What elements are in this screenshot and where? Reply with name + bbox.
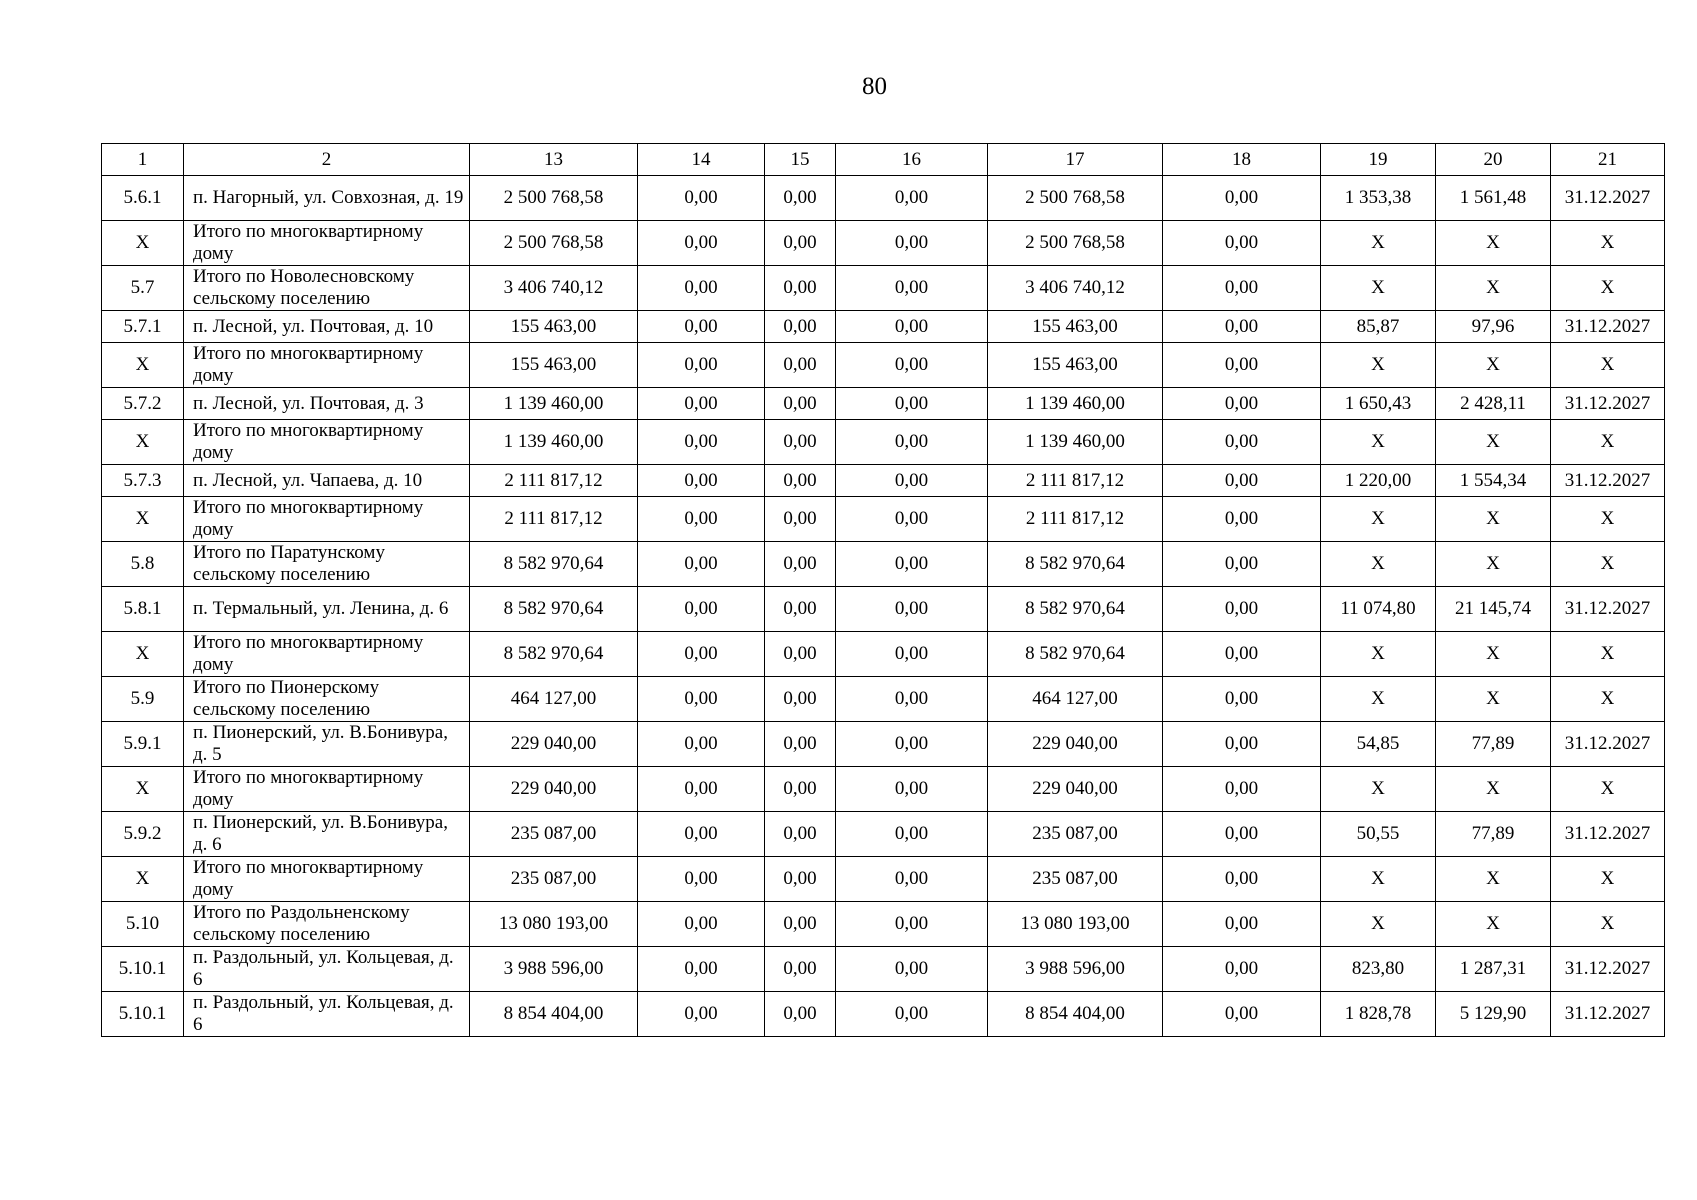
address-cell: п. Пионерский, ул. В.Бонивура, д. 6 bbox=[184, 812, 470, 857]
col17-cell: 235 087,00 bbox=[988, 857, 1163, 902]
column-header: 13 bbox=[470, 144, 638, 176]
col13-cell: 464 127,00 bbox=[470, 677, 638, 722]
col13-cell: 155 463,00 bbox=[470, 311, 638, 343]
col21-cell: Х bbox=[1551, 420, 1665, 465]
col17-cell: 464 127,00 bbox=[988, 677, 1163, 722]
address-cell: Итого по Паратунскому сельскому поселению bbox=[184, 542, 470, 587]
col15-cell: 0,00 bbox=[765, 497, 836, 542]
col19-cell: 1 220,00 bbox=[1321, 465, 1436, 497]
col13-cell: 2 111 817,12 bbox=[470, 497, 638, 542]
col19-cell: 1 353,38 bbox=[1321, 176, 1436, 221]
col17-cell: 155 463,00 bbox=[988, 343, 1163, 388]
col16-cell: 0,00 bbox=[836, 587, 988, 632]
row-number-cell: Х bbox=[102, 420, 184, 465]
address-cell: Итого по многоквартирному дому bbox=[184, 857, 470, 902]
col16-cell: 0,00 bbox=[836, 465, 988, 497]
col20-cell: 1 554,34 bbox=[1436, 465, 1551, 497]
col16-cell: 0,00 bbox=[836, 767, 988, 812]
row-number-cell: 5.7 bbox=[102, 266, 184, 311]
col13-cell: 229 040,00 bbox=[470, 722, 638, 767]
row-number-cell: 5.10.1 bbox=[102, 992, 184, 1037]
address-cell: Итого по многоквартирному дому bbox=[184, 497, 470, 542]
col15-cell: 0,00 bbox=[765, 947, 836, 992]
col21-cell: Х bbox=[1551, 343, 1665, 388]
col17-cell: 229 040,00 bbox=[988, 767, 1163, 812]
column-header: 19 bbox=[1321, 144, 1436, 176]
address-cell: Итого по Новолесновскому сельскому поселению bbox=[184, 266, 470, 311]
row-number-cell: 5.9.2 bbox=[102, 812, 184, 857]
col15-cell: 0,00 bbox=[765, 343, 836, 388]
col21-cell: 31.12.2027 bbox=[1551, 465, 1665, 497]
table-row bbox=[102, 677, 1665, 722]
table-row bbox=[102, 587, 1665, 632]
address-cell: Итого по многоквартирному дому bbox=[184, 767, 470, 812]
column-header: 1 bbox=[102, 144, 184, 176]
col16-cell: 0,00 bbox=[836, 992, 988, 1037]
col15-cell: 0,00 bbox=[765, 632, 836, 677]
col13-cell: 1 139 460,00 bbox=[470, 388, 638, 420]
col20-cell: 1 287,31 bbox=[1436, 947, 1551, 992]
table-row bbox=[102, 722, 1665, 767]
col15-cell: 0,00 bbox=[765, 812, 836, 857]
col17-cell: 13 080 193,00 bbox=[988, 902, 1163, 947]
col13-cell: 2 111 817,12 bbox=[470, 465, 638, 497]
col16-cell: 0,00 bbox=[836, 632, 988, 677]
col13-cell: 13 080 193,00 bbox=[470, 902, 638, 947]
col14-cell: 0,00 bbox=[638, 542, 765, 587]
col20-cell: Х bbox=[1436, 221, 1551, 266]
row-number-cell: Х bbox=[102, 343, 184, 388]
col14-cell: 0,00 bbox=[638, 420, 765, 465]
col21-cell: Х bbox=[1551, 221, 1665, 266]
col15-cell: 0,00 bbox=[765, 542, 836, 587]
address-cell: п. Лесной, ул. Почтовая, д. 3 bbox=[184, 388, 470, 420]
col13-cell: 235 087,00 bbox=[470, 857, 638, 902]
col21-cell: 31.12.2027 bbox=[1551, 176, 1665, 221]
table-row bbox=[102, 343, 1665, 388]
col17-cell: 8 582 970,64 bbox=[988, 587, 1163, 632]
col19-cell: Х bbox=[1321, 497, 1436, 542]
table-row bbox=[102, 420, 1665, 465]
col15-cell: 0,00 bbox=[765, 767, 836, 812]
col13-cell: 2 500 768,58 bbox=[470, 176, 638, 221]
address-cell: п. Нагорный, ул. Совхозная, д. 19 bbox=[184, 176, 470, 221]
column-header: 14 bbox=[638, 144, 765, 176]
col17-cell: 1 139 460,00 bbox=[988, 420, 1163, 465]
col21-cell: 31.12.2027 bbox=[1551, 947, 1665, 992]
col19-cell: Х bbox=[1321, 266, 1436, 311]
col14-cell: 0,00 bbox=[638, 767, 765, 812]
col18-cell: 0,00 bbox=[1163, 343, 1321, 388]
col21-cell: Х bbox=[1551, 542, 1665, 587]
col21-cell: 31.12.2027 bbox=[1551, 311, 1665, 343]
col14-cell: 0,00 bbox=[638, 677, 765, 722]
col20-cell: 2 428,11 bbox=[1436, 388, 1551, 420]
col21-cell: 31.12.2027 bbox=[1551, 388, 1665, 420]
data-table bbox=[101, 143, 1665, 1037]
address-cell: Итого по Раздольненскому сельскому поселению bbox=[184, 902, 470, 947]
col16-cell: 0,00 bbox=[836, 311, 988, 343]
col18-cell: 0,00 bbox=[1163, 420, 1321, 465]
col20-cell: Х bbox=[1436, 902, 1551, 947]
col21-cell: Х bbox=[1551, 632, 1665, 677]
column-header: 2 bbox=[184, 144, 470, 176]
col14-cell: 0,00 bbox=[638, 722, 765, 767]
address-cell: п. Раздольный, ул. Кольцевая, д. 6 bbox=[184, 992, 470, 1037]
col20-cell: Х bbox=[1436, 632, 1551, 677]
col16-cell: 0,00 bbox=[836, 812, 988, 857]
col14-cell: 0,00 bbox=[638, 947, 765, 992]
col18-cell: 0,00 bbox=[1163, 902, 1321, 947]
col18-cell: 0,00 bbox=[1163, 992, 1321, 1037]
col18-cell: 0,00 bbox=[1163, 857, 1321, 902]
col16-cell: 0,00 bbox=[836, 722, 988, 767]
col13-cell: 8 582 970,64 bbox=[470, 632, 638, 677]
col19-cell: 11 074,80 bbox=[1321, 587, 1436, 632]
col13-cell: 3 988 596,00 bbox=[470, 947, 638, 992]
address-cell: п. Термальный, ул. Ленина, д. 6 bbox=[184, 587, 470, 632]
col18-cell: 0,00 bbox=[1163, 632, 1321, 677]
col18-cell: 0,00 bbox=[1163, 176, 1321, 221]
row-number-cell: Х bbox=[102, 767, 184, 812]
column-header: 15 bbox=[765, 144, 836, 176]
col15-cell: 0,00 bbox=[765, 176, 836, 221]
col19-cell: Х bbox=[1321, 632, 1436, 677]
col15-cell: 0,00 bbox=[765, 677, 836, 722]
table-row bbox=[102, 632, 1665, 677]
col19-cell: Х bbox=[1321, 677, 1436, 722]
col21-cell: Х bbox=[1551, 902, 1665, 947]
column-header: 21 bbox=[1551, 144, 1665, 176]
col21-cell: 31.12.2027 bbox=[1551, 722, 1665, 767]
col21-cell: Х bbox=[1551, 767, 1665, 812]
col18-cell: 0,00 bbox=[1163, 812, 1321, 857]
col16-cell: 0,00 bbox=[836, 420, 988, 465]
col17-cell: 2 500 768,58 bbox=[988, 176, 1163, 221]
col14-cell: 0,00 bbox=[638, 311, 765, 343]
col15-cell: 0,00 bbox=[765, 465, 836, 497]
col18-cell: 0,00 bbox=[1163, 722, 1321, 767]
col20-cell: 77,89 bbox=[1436, 812, 1551, 857]
col14-cell: 0,00 bbox=[638, 343, 765, 388]
row-number-cell: 5.8.1 bbox=[102, 587, 184, 632]
column-header: 16 bbox=[836, 144, 988, 176]
col13-cell: 8 582 970,64 bbox=[470, 542, 638, 587]
table-row bbox=[102, 497, 1665, 542]
table-row bbox=[102, 812, 1665, 857]
col19-cell: Х bbox=[1321, 221, 1436, 266]
col20-cell: Х bbox=[1436, 266, 1551, 311]
col14-cell: 0,00 bbox=[638, 902, 765, 947]
col13-cell: 2 500 768,58 bbox=[470, 221, 638, 266]
col16-cell: 0,00 bbox=[836, 221, 988, 266]
col20-cell: 5 129,90 bbox=[1436, 992, 1551, 1037]
col17-cell: 3 406 740,12 bbox=[988, 266, 1163, 311]
address-cell: Итого по многоквартирному дому bbox=[184, 221, 470, 266]
col14-cell: 0,00 bbox=[638, 632, 765, 677]
col20-cell: Х bbox=[1436, 767, 1551, 812]
col14-cell: 0,00 bbox=[638, 992, 765, 1037]
col19-cell: Х bbox=[1321, 767, 1436, 812]
col17-cell: 2 111 817,12 bbox=[988, 465, 1163, 497]
col18-cell: 0,00 bbox=[1163, 947, 1321, 992]
address-cell: Итого по многоквартирному дому bbox=[184, 632, 470, 677]
col15-cell: 0,00 bbox=[765, 722, 836, 767]
col16-cell: 0,00 bbox=[836, 388, 988, 420]
col19-cell: 85,87 bbox=[1321, 311, 1436, 343]
col21-cell: 31.12.2027 bbox=[1551, 812, 1665, 857]
col14-cell: 0,00 bbox=[638, 221, 765, 266]
row-number-cell: 5.7.3 bbox=[102, 465, 184, 497]
table-row bbox=[102, 902, 1665, 947]
col17-cell: 8 582 970,64 bbox=[988, 542, 1163, 587]
address-cell: п. Раздольный, ул. Кольцевая, д. 6 bbox=[184, 947, 470, 992]
table-row bbox=[102, 311, 1665, 343]
address-cell: Итого по многоквартирному дому bbox=[184, 420, 470, 465]
col19-cell: 1 650,43 bbox=[1321, 388, 1436, 420]
row-number-cell: 5.8 bbox=[102, 542, 184, 587]
col16-cell: 0,00 bbox=[836, 902, 988, 947]
col13-cell: 1 139 460,00 bbox=[470, 420, 638, 465]
col19-cell: Х bbox=[1321, 857, 1436, 902]
col13-cell: 3 406 740,12 bbox=[470, 266, 638, 311]
col15-cell: 0,00 bbox=[765, 266, 836, 311]
col21-cell: 31.12.2027 bbox=[1551, 992, 1665, 1037]
col16-cell: 0,00 bbox=[836, 857, 988, 902]
col19-cell: 823,80 bbox=[1321, 947, 1436, 992]
col13-cell: 8 582 970,64 bbox=[470, 587, 638, 632]
row-number-cell: 5.7.2 bbox=[102, 388, 184, 420]
column-header: 20 bbox=[1436, 144, 1551, 176]
col17-cell: 8 854 404,00 bbox=[988, 992, 1163, 1037]
column-header: 17 bbox=[988, 144, 1163, 176]
col15-cell: 0,00 bbox=[765, 992, 836, 1037]
col20-cell: Х bbox=[1436, 343, 1551, 388]
table-row bbox=[102, 266, 1665, 311]
table-row bbox=[102, 221, 1665, 266]
col18-cell: 0,00 bbox=[1163, 221, 1321, 266]
col18-cell: 0,00 bbox=[1163, 497, 1321, 542]
row-number-cell: Х bbox=[102, 857, 184, 902]
col20-cell: Х bbox=[1436, 857, 1551, 902]
table-row bbox=[102, 992, 1665, 1037]
col18-cell: 0,00 bbox=[1163, 677, 1321, 722]
page-number: 80 bbox=[862, 73, 887, 100]
col16-cell: 0,00 bbox=[836, 542, 988, 587]
col20-cell: 21 145,74 bbox=[1436, 587, 1551, 632]
table-row bbox=[102, 767, 1665, 812]
col13-cell: 8 854 404,00 bbox=[470, 992, 638, 1037]
col20-cell: Х bbox=[1436, 542, 1551, 587]
address-cell: Итого по многоквартирному дому bbox=[184, 343, 470, 388]
col17-cell: 2 500 768,58 bbox=[988, 221, 1163, 266]
col20-cell: Х bbox=[1436, 420, 1551, 465]
col20-cell: Х bbox=[1436, 677, 1551, 722]
table-row bbox=[102, 176, 1665, 221]
row-number-cell: Х bbox=[102, 497, 184, 542]
col19-cell: Х bbox=[1321, 542, 1436, 587]
col19-cell: Х bbox=[1321, 343, 1436, 388]
col21-cell: Х bbox=[1551, 266, 1665, 311]
col17-cell: 235 087,00 bbox=[988, 812, 1163, 857]
col14-cell: 0,00 bbox=[638, 812, 765, 857]
col18-cell: 0,00 bbox=[1163, 767, 1321, 812]
header-row bbox=[102, 144, 1665, 176]
table-body bbox=[102, 144, 1665, 1037]
col19-cell: Х bbox=[1321, 902, 1436, 947]
col14-cell: 0,00 bbox=[638, 176, 765, 221]
col19-cell: 54,85 bbox=[1321, 722, 1436, 767]
column-header: 18 bbox=[1163, 144, 1321, 176]
col15-cell: 0,00 bbox=[765, 420, 836, 465]
col13-cell: 229 040,00 bbox=[470, 767, 638, 812]
col15-cell: 0,00 bbox=[765, 587, 836, 632]
col18-cell: 0,00 bbox=[1163, 542, 1321, 587]
col15-cell: 0,00 bbox=[765, 388, 836, 420]
col18-cell: 0,00 bbox=[1163, 587, 1321, 632]
col14-cell: 0,00 bbox=[638, 266, 765, 311]
address-cell: п. Пионерский, ул. В.Бонивура, д. 5 bbox=[184, 722, 470, 767]
col15-cell: 0,00 bbox=[765, 902, 836, 947]
col21-cell: 31.12.2027 bbox=[1551, 587, 1665, 632]
col14-cell: 0,00 bbox=[638, 857, 765, 902]
col16-cell: 0,00 bbox=[836, 677, 988, 722]
col17-cell: 229 040,00 bbox=[988, 722, 1163, 767]
col21-cell: Х bbox=[1551, 857, 1665, 902]
row-number-cell: 5.9 bbox=[102, 677, 184, 722]
col18-cell: 0,00 bbox=[1163, 311, 1321, 343]
col19-cell: Х bbox=[1321, 420, 1436, 465]
col15-cell: 0,00 bbox=[765, 311, 836, 343]
table-row bbox=[102, 542, 1665, 587]
col17-cell: 1 139 460,00 bbox=[988, 388, 1163, 420]
col15-cell: 0,00 bbox=[765, 221, 836, 266]
col14-cell: 0,00 bbox=[638, 587, 765, 632]
col14-cell: 0,00 bbox=[638, 497, 765, 542]
row-number-cell: 5.7.1 bbox=[102, 311, 184, 343]
col21-cell: Х bbox=[1551, 677, 1665, 722]
table-row bbox=[102, 388, 1665, 420]
col14-cell: 0,00 bbox=[638, 465, 765, 497]
table-row bbox=[102, 857, 1665, 902]
col19-cell: 1 828,78 bbox=[1321, 992, 1436, 1037]
row-number-cell: Х bbox=[102, 632, 184, 677]
row-number-cell: Х bbox=[102, 221, 184, 266]
col16-cell: 0,00 bbox=[836, 947, 988, 992]
col20-cell: 97,96 bbox=[1436, 311, 1551, 343]
col18-cell: 0,00 bbox=[1163, 465, 1321, 497]
row-number-cell: 5.9.1 bbox=[102, 722, 184, 767]
col17-cell: 2 111 817,12 bbox=[988, 497, 1163, 542]
row-number-cell: 5.10.1 bbox=[102, 947, 184, 992]
col19-cell: 50,55 bbox=[1321, 812, 1436, 857]
address-cell: Итого по Пионерскому сельскому поселению bbox=[184, 677, 470, 722]
col16-cell: 0,00 bbox=[836, 343, 988, 388]
col20-cell: 1 561,48 bbox=[1436, 176, 1551, 221]
col13-cell: 155 463,00 bbox=[470, 343, 638, 388]
col17-cell: 8 582 970,64 bbox=[988, 632, 1163, 677]
col20-cell: 77,89 bbox=[1436, 722, 1551, 767]
col17-cell: 3 988 596,00 bbox=[988, 947, 1163, 992]
col18-cell: 0,00 bbox=[1163, 266, 1321, 311]
row-number-cell: 5.6.1 bbox=[102, 176, 184, 221]
col14-cell: 0,00 bbox=[638, 388, 765, 420]
row-number-cell: 5.10 bbox=[102, 902, 184, 947]
table-row bbox=[102, 947, 1665, 992]
col15-cell: 0,00 bbox=[765, 857, 836, 902]
col17-cell: 155 463,00 bbox=[988, 311, 1163, 343]
col20-cell: Х bbox=[1436, 497, 1551, 542]
col16-cell: 0,00 bbox=[836, 266, 988, 311]
address-cell: п. Лесной, ул. Почтовая, д. 10 bbox=[184, 311, 470, 343]
col16-cell: 0,00 bbox=[836, 176, 988, 221]
col21-cell: Х bbox=[1551, 497, 1665, 542]
address-cell: п. Лесной, ул. Чапаева, д. 10 bbox=[184, 465, 470, 497]
col18-cell: 0,00 bbox=[1163, 388, 1321, 420]
col13-cell: 235 087,00 bbox=[470, 812, 638, 857]
table-row bbox=[102, 465, 1665, 497]
col16-cell: 0,00 bbox=[836, 497, 988, 542]
